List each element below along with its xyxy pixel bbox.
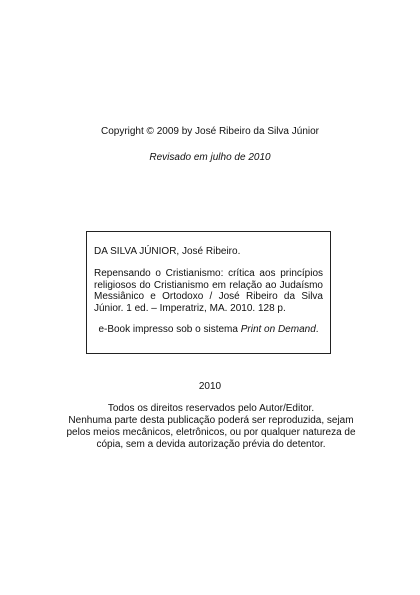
rights-notice <box>66 403 356 451</box>
copyright-notice: Copyright © 2009 by José Ribeiro da Silva Júnior <box>100 126 320 137</box>
catalog-note-suffix: . <box>315 324 319 335</box>
rights-reserved-line: Todos os direitos reservados pelo Autor/Editor. <box>107 403 315 414</box>
cataloging-record-box <box>86 231 331 354</box>
catalog-note-italic: Print on Demand <box>240 324 316 335</box>
publication-year: 2010 <box>198 381 222 392</box>
catalog-author: DA SILVA JÚNIOR, José Ribeiro. <box>94 246 241 257</box>
revision-note: Revisado em julho de 2010 <box>149 152 271 163</box>
reproduction-prohibition: Nenhuma parte desta publicação poderá ser reproduzida, sejam pelos meios mecânicos, eletrônicos, ou por qualquer natureza de cópia, sem a devida autorização prévia do detentor. <box>66 415 356 450</box>
catalog-note-prefix: e-Book impresso sob o sistema <box>98 324 241 335</box>
catalog-description: Repensando o Cristianismo: crítica aos princípios religiosos do Cristianismo em relação ao Judaísmo Messiânico e Ortodoxo / José Ribeiro da Silva Júnior. 1 ed. – Imperatriz, MA. 2010. 128 p. <box>94 268 323 314</box>
catalog-print-note <box>94 324 323 336</box>
